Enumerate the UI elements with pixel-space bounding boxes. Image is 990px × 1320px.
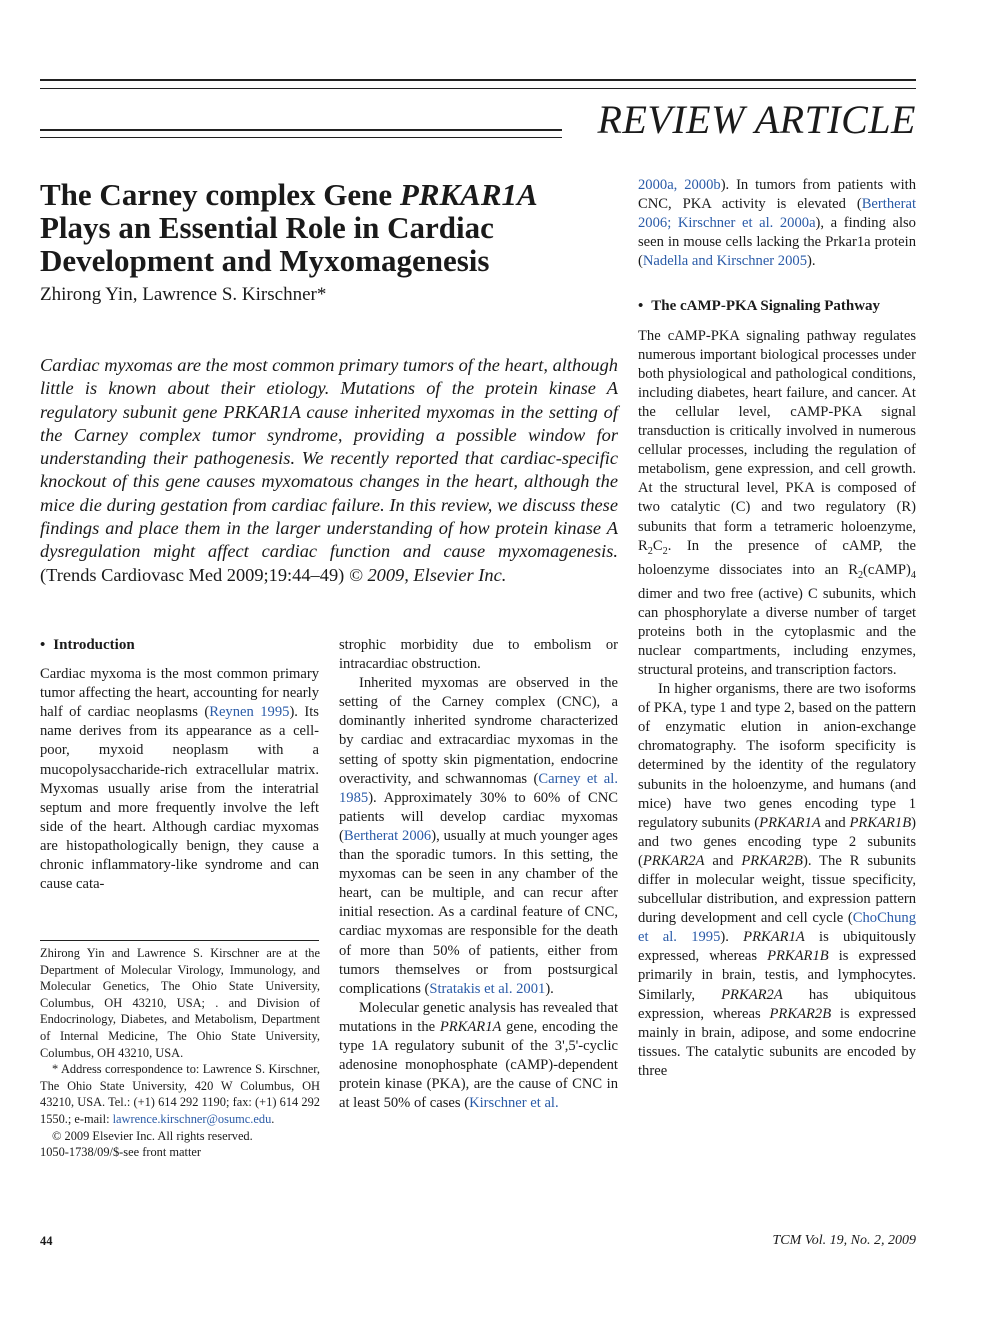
section-heading-introduction: • Introduction [40, 637, 135, 653]
citation-link[interactable]: Carney et al. 1985 [339, 770, 618, 806]
header-rule-second [40, 88, 916, 89]
citation-link[interactable]: ChoChung et al. 1995 [638, 910, 916, 946]
paragraph: strophic morbidity due to embolism or intracardiac obstruction. [339, 637, 618, 673]
paragraph: 2000a, 2000b). In tumors from patients with CNC, PKA activity is elevated (Bertherat 2006; Kirschner et al. 2000a), a finding also seen in mouse cells lacking the Prkar1a protein (Nadella and Kirschner 2005). [638, 177, 916, 270]
email-link[interactable]: lawrence.kirschner@osumc.edu [112, 1111, 272, 1126]
footnote [40, 945, 320, 1161]
issn-note: 1050-1738/09/$-see front matter [40, 1145, 202, 1160]
article-title: The Carney complex Gene PRKAR1A Plays an Essential Role in Cardiac Development and Myxomagenesis [40, 177, 538, 278]
page-number: 44 [40, 1234, 53, 1248]
citation-link[interactable]: Nadella and Kirschner 2005 [642, 253, 807, 270]
copyright-note: © 2009 Elsevier Inc. All rights reserved. [52, 1128, 253, 1143]
paragraph: The cAMP-PKA signaling pathway regulates numerous important biological processes under both physiological and pathological conditions, including diabetes, heart failure, and cancer. At the cellular level, cAMP-PKA signal transduction is critically involved in numerous cellular processes, including the regulation of metabolism, gene expression, and cell growth. At the structural level, PKA is composed of two catalytic (C) and two regulatory (R) subunits that form a tetrameric holoenzyme, $R_2C_2$. In the presence of cAMP, the holoenzyme dissociates into an $R_2(cAMP)_4$ dimer and two free (active) C subunits, which can phosphorylate a diverse number of target proteins both in the cytoplasmic and the nuclear compartments, including enzymes, structural proteins, and transcription factors. [638, 327, 916, 678]
column-2 [339, 636, 618, 1113]
header-rule-left-1 [40, 129, 562, 131]
journal-reference: TCM Vol. 19, No. 2, 2009 [772, 1233, 916, 1248]
citation-link[interactable]: 2000a, 2000b [638, 177, 721, 193]
correspondence-note: * Address correspondence to: Lawrence S. Kirschner, The Ohio State University, 420 W Columbus, OH 43210, USA. Tel.: (+1) 614 292 1190; fax: (+1) 614 292 1550.; e-mail: lawrence.kirschner@osumc.edu. [40, 1062, 320, 1126]
column-3 [638, 176, 916, 1081]
section-heading-camp-pka: • The cAMP-PKA Signaling Pathway [638, 298, 881, 315]
affiliation-note: Zhirong Yin and Lawrence S. Kirschner are at the Department of Molecular Virology, Immunology, and Molecular Genetics, The Ohio State University, Columbus, OH 43210, USA; . and Division of Endocrinology, Diabetes, and Metabolism, Department of Internal Medicine, The Ohio State University, Columbus, OH 43210, USA. [40, 946, 320, 1060]
footnote-divider [40, 940, 319, 941]
column-1 [40, 636, 319, 894]
author-list: Zhirong Yin, Lawrence S. Kirschner* [40, 284, 327, 305]
citation-link[interactable]: Stratakis et al. 2001 [429, 980, 546, 997]
section-label: REVIEW ARTICLE [597, 97, 916, 142]
paragraph: Cardiac myxoma is the most common primary tumor affecting the heart, accounting for nearly half of cardiac neoplasms (Reynen 1995). Its name derives from its appearance as a cell-poor, myxoid neoplasm with a mucopolysaccharide-rich extracellular matrix. Myxomas usually arise from the interatrial septum and more frequently involve the left side of the heart. Although cardiac myxomas are histopathologically benign, they cause a chronic inflammatory-like syndrome and can cause cata- [40, 666, 319, 893]
abstract: Cardiac myxomas are the most common primary tumors of the heart, although little is known about their etiology. Mutations of the protein kinase A regulatory subunit gene PRKAR1A cause inherited myxomas in the setting of the Carney complex tumor syndrome, providing a possible window for understanding their pathogenesis. We recently reported that cardiac-specific knockout of this gene causes myxomatous changes in the heart, although the mice die during gestation from cardiac failure. In this review, we discuss these findings and place them in the larger understanding of how protein kinase A dysregulation might affect cardiac function and cause myxomagenesis. (Trends Cardiovasc Med 2009;19:44–49) © 2009, Elsevier Inc. [40, 355, 618, 585]
header-rule-top [40, 79, 916, 81]
citation-link[interactable]: Kirschner et al. [469, 1095, 559, 1112]
citation-link[interactable]: Reynen 1995 [209, 704, 290, 721]
paragraph: Molecular genetic analysis has revealed that mutations in the PRKAR1A gene, encoding the type 1A regulatory subunit of the 3',5'-cyclic adenosine monophosphate (cAMP)-dependent protein kinase (PKA), are the cause of CNC in at least 50% of cases (Kirschner et al. [339, 999, 618, 1112]
citation-link[interactable]: Bertherat 2006 [343, 827, 432, 844]
citation-link[interactable]: Bertherat 2006; Kirschner et al. 2000a [638, 196, 916, 232]
header-rule-left-2 [40, 137, 562, 138]
paragraph: Inherited myxomas are observed in the setting of the Carney complex (CNC), a dominantly inherited syndrome characterized by cardiac and extracardiac myxomas in the setting of spotty skin pigmentation, endocrine overactivity, and schwannomas (Carney et al. 1985). Approximately 30% to 60% of CNC patients will develop cardiac myxomas (Bertherat 2006), usually at much younger ages than the sporadic tumors. In this setting, the myxomas can be seen in any chamber of the heart, can be multiple, and can recur after initial resection. As a cardinal feature of CNC, cardiac myxomas are responsible for the death of more than 50% of patients, either from tumors themselves or from postsurgical complications (Stratakis et al. 2001). [339, 675, 618, 997]
paragraph: In higher organisms, there are two isoforms of PKA, type 1 and type 2, based on the pattern of enzymatic elution in anion-exchange chromatography. The isoform specificity is determined by the identity of the regulatory subunits in the holoenzyme, and humans (and mice) have two genes encoding type 1 regulatory subunits (PRKAR1A and PRKAR1B) and two genes encoding type 2 subunits (PRKAR2A and PRKAR2B). The R subunits differ in molecular weight, tissue specificity, subcellular distribution, and expression pattern during development and cell cycle (ChoChung et al. 1995). PRKAR1A is ubiquitously expressed, whereas PRKAR1B is expressed primarily in brain, testis, and lymphocytes. Similarly, PRKAR2A has ubiquitous expression, whereas PRKAR2B is expressed mainly in brain, adipose, and some endocrine tissues. The catalytic subunits are encoded by three [638, 681, 917, 1079]
